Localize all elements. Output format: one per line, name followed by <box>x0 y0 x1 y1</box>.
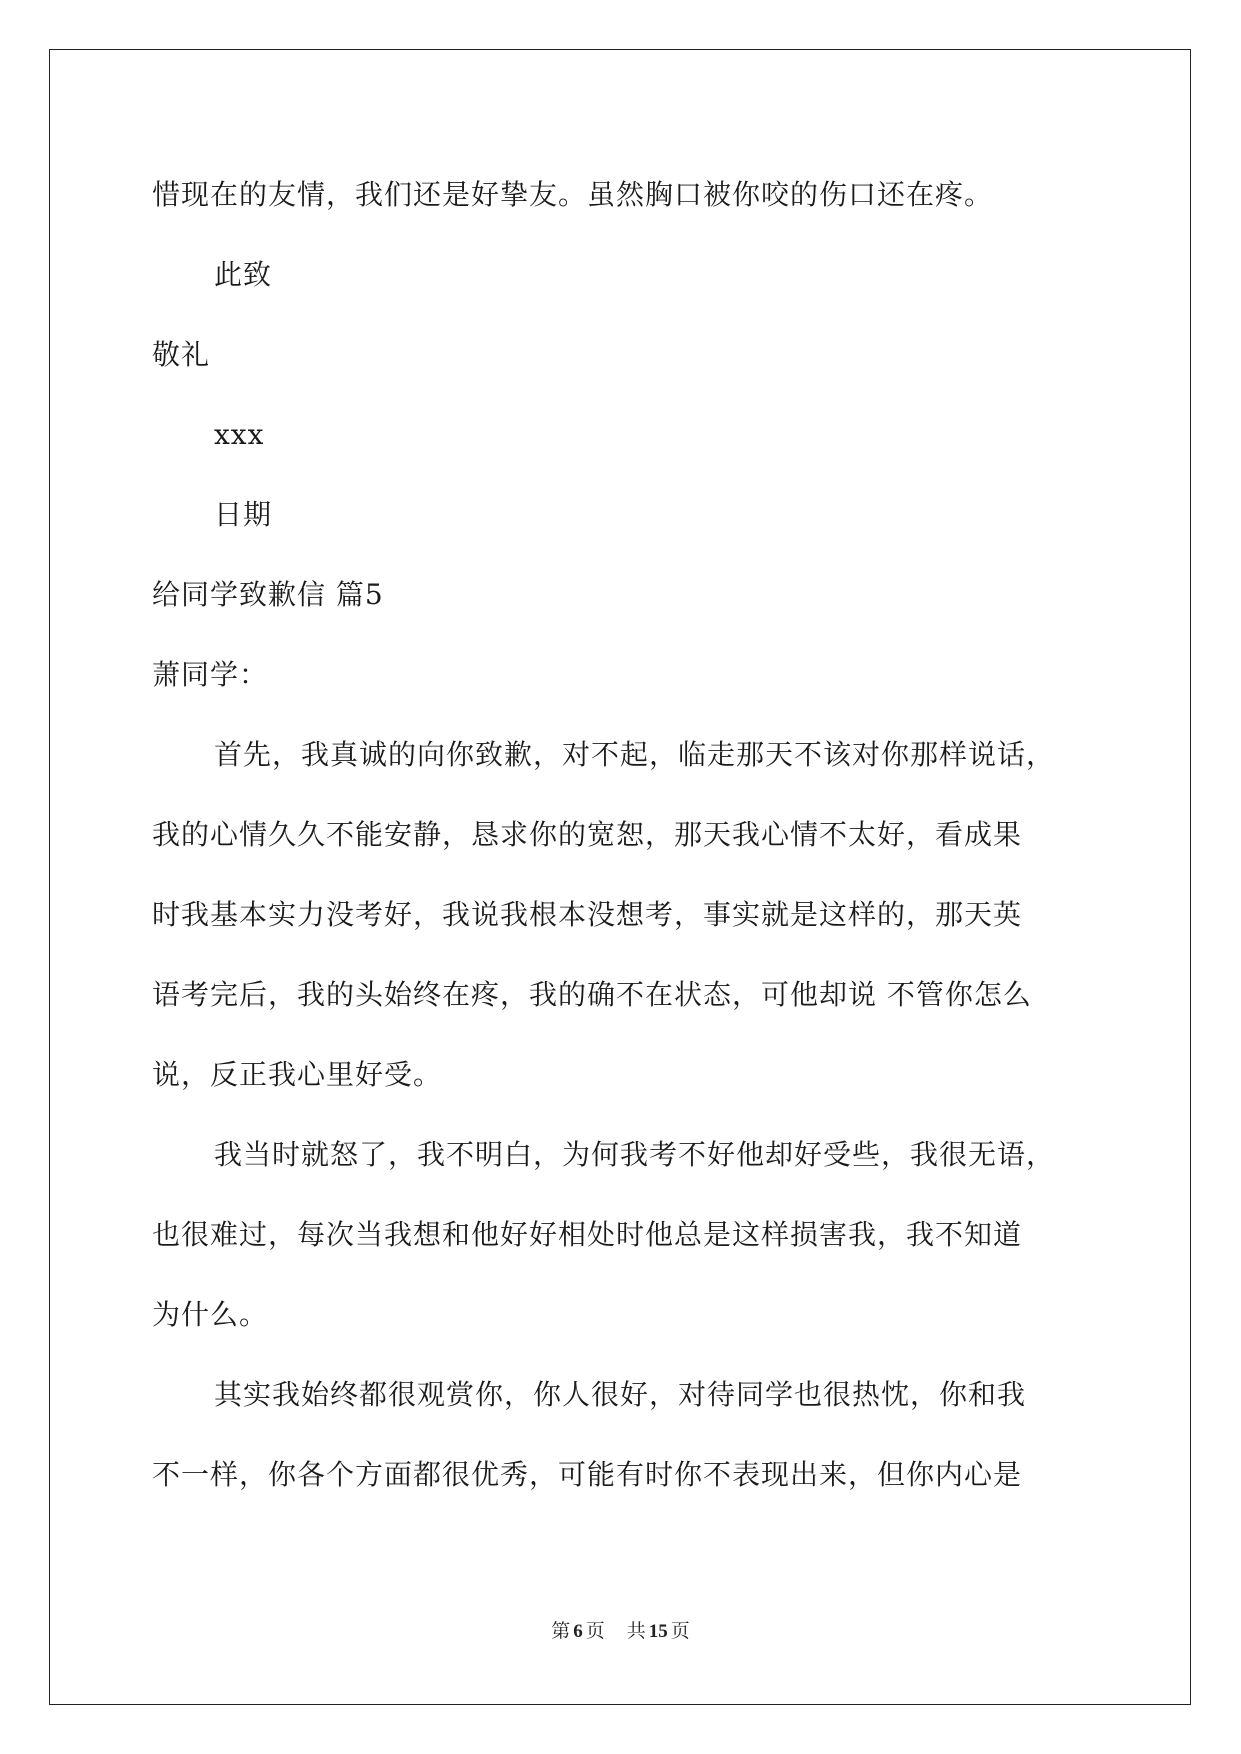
section-heading: 给同学致歉信 篇5 <box>152 578 384 611</box>
paragraph-line: 时我基本实力没考好，我说我根本没想考，事实就是这样的，那天英 <box>152 898 1023 931</box>
paragraph-line: 其实我始终都很观赏你，你人很好，对待同学也很热忱，你和我 <box>214 1378 1027 1411</box>
footer-prefix: 第 <box>551 1620 571 1642</box>
paragraph-line: 说，反正我心里好受。 <box>152 1058 443 1091</box>
paragraph-line: 也很难过，每次当我想和他好好相处时他总是这样损害我，我不知道 <box>152 1218 1023 1251</box>
closing-regards: 敬礼 <box>152 338 211 371</box>
paragraph-line: 语考完后，我的头始终在疼，我的确不在状态，可他却说 不管你怎么 <box>152 978 1032 1011</box>
date-label: 日期 <box>214 498 273 531</box>
paragraph-line: 我当时就怒了，我不明白，为何我考不好他却好受些，我很无语， <box>214 1138 1056 1171</box>
letter-greeting: 萧同学： <box>152 658 269 691</box>
footer-total-suffix: 页 <box>670 1620 690 1642</box>
total-page-count: 15 <box>648 1621 668 1642</box>
paragraph-line: 不一样，你各个方面都很优秀，可能有时你不表现出来，但你内心是 <box>152 1458 1023 1491</box>
paragraph-line: 首先，我真诚的向你致歉，对不起，临走那天不该对你那样说话， <box>214 738 1056 771</box>
document-body <box>152 155 1092 1515</box>
current-page-number: 6 <box>573 1621 583 1642</box>
signature: xxx <box>214 418 265 451</box>
paragraph-line: 为什么。 <box>152 1298 269 1331</box>
footer-page-suffix: 页 <box>585 1620 605 1642</box>
text-line: 惜现在的友情，我们还是好挚友。虽然胸口被你咬的伤口还在疼。 <box>152 178 994 211</box>
page-footer <box>0 1616 1241 1643</box>
closing-salutation: 此致 <box>214 258 273 291</box>
paragraph-line: 我的心情久久不能安静，恳求你的宽恕，那天我心情不太好，看成果 <box>152 818 1023 851</box>
footer-total-prefix: 共 <box>626 1620 646 1642</box>
